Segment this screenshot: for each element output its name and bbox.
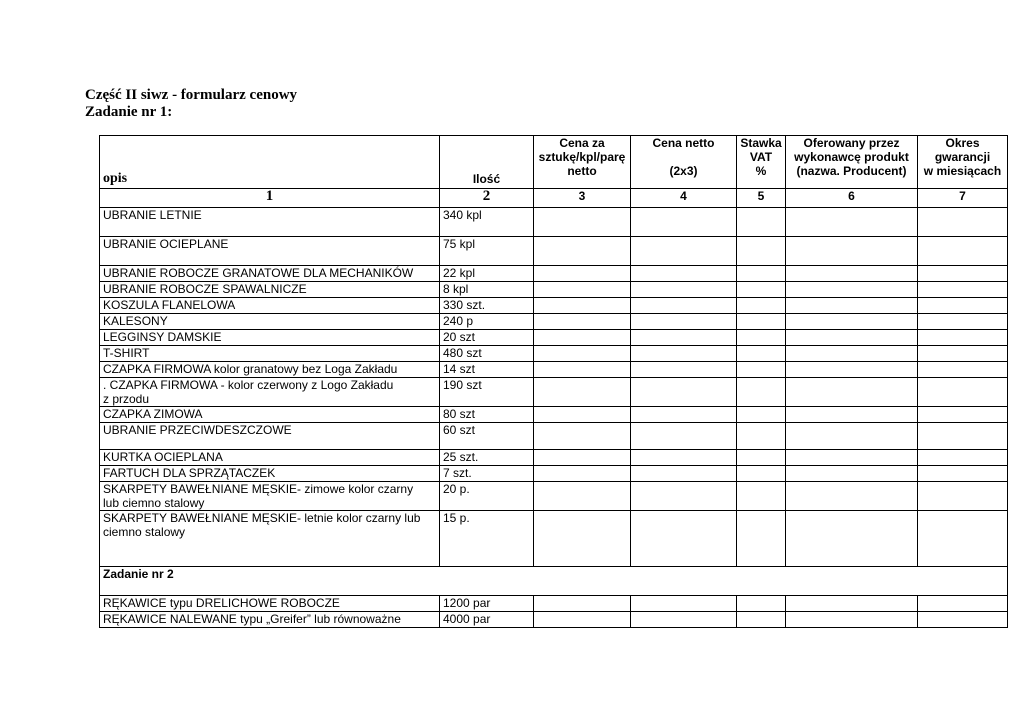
vat-cell[interactable] <box>737 362 786 378</box>
item-quantity: 480 szt <box>440 346 534 362</box>
price-cell[interactable] <box>534 298 631 314</box>
net-price-cell[interactable] <box>631 266 737 282</box>
price-cell[interactable] <box>534 466 631 482</box>
warranty-cell[interactable] <box>918 314 1008 330</box>
column-number: 2 <box>440 189 534 208</box>
item-description: KOSZULA FLANELOWA <box>100 298 440 314</box>
warranty-cell[interactable] <box>918 266 1008 282</box>
product-cell[interactable] <box>786 237 918 266</box>
table-row <box>100 266 1008 282</box>
product-cell[interactable] <box>786 511 918 567</box>
item-quantity: 240 p <box>440 314 534 330</box>
column-number-row <box>100 189 1008 208</box>
item-quantity: 25 szt. <box>440 450 534 466</box>
product-cell[interactable] <box>786 266 918 282</box>
table-row <box>100 612 1008 628</box>
vat-cell[interactable] <box>737 298 786 314</box>
item-quantity: 80 szt <box>440 407 534 423</box>
item-description: T-SHIRT <box>100 346 440 362</box>
warranty-cell[interactable] <box>918 482 1008 511</box>
item-description: CZAPKA FIRMOWA kolor granatowy bez Loga Zakładu <box>100 362 440 378</box>
net-price-cell[interactable] <box>631 346 737 362</box>
item-description: SKARPETY BAWEŁNIANE MĘSKIE- letnie kolor czarny lub ciemno stalowy <box>100 511 440 567</box>
task-2-label: Zadanie nr 2 <box>100 567 1008 596</box>
table-row <box>100 237 1008 266</box>
product-cell[interactable] <box>786 423 918 450</box>
item-quantity: 75 kpl <box>440 237 534 266</box>
net-price-cell[interactable] <box>631 423 737 450</box>
column-number: 5 <box>737 189 786 208</box>
item-description: CZAPKA ZIMOWA <box>100 407 440 423</box>
product-cell[interactable] <box>786 482 918 511</box>
net-price-cell[interactable] <box>631 208 737 237</box>
price-cell[interactable] <box>534 423 631 450</box>
vat-cell[interactable] <box>737 450 786 466</box>
warranty-cell[interactable] <box>918 450 1008 466</box>
column-number: 7 <box>918 189 1008 208</box>
warranty-cell[interactable] <box>918 511 1008 567</box>
item-quantity: 1200 par <box>440 596 534 612</box>
header-cena-netto: Cena netto (2x3) <box>631 136 737 189</box>
product-cell[interactable] <box>786 407 918 423</box>
price-cell[interactable] <box>534 511 631 567</box>
column-number: 3 <box>534 189 631 208</box>
table-row <box>100 466 1008 482</box>
item-quantity: 7 szt. <box>440 466 534 482</box>
header-ilosc: Ilość <box>440 136 534 189</box>
item-quantity: 4000 par <box>440 612 534 628</box>
item-description: SKARPETY BAWEŁNIANE MĘSKIE- zimowe kolor czarny lub ciemno stalowy <box>100 482 440 511</box>
net-price-cell[interactable] <box>631 466 737 482</box>
table-row <box>100 511 1008 567</box>
item-quantity: 15 p. <box>440 511 534 567</box>
vat-cell[interactable] <box>737 407 786 423</box>
vat-cell[interactable] <box>737 466 786 482</box>
vat-cell[interactable] <box>737 346 786 362</box>
item-quantity: 60 szt <box>440 423 534 450</box>
item-quantity: 22 kpl <box>440 266 534 282</box>
table-row <box>100 362 1008 378</box>
item-quantity: 14 szt <box>440 362 534 378</box>
table-row <box>100 482 1008 511</box>
table-row <box>100 423 1008 450</box>
warranty-cell[interactable] <box>918 346 1008 362</box>
product-cell[interactable] <box>786 596 918 612</box>
net-price-cell[interactable] <box>631 511 737 567</box>
column-number: 6 <box>786 189 918 208</box>
item-quantity: 8 kpl <box>440 282 534 298</box>
vat-cell[interactable] <box>737 330 786 346</box>
warranty-cell[interactable] <box>918 423 1008 450</box>
warranty-cell[interactable] <box>918 362 1008 378</box>
task-title: Zadanie nr 1: <box>85 104 173 120</box>
warranty-cell[interactable] <box>918 208 1008 237</box>
item-description: LEGGINSY DAMSKIE <box>100 330 440 346</box>
product-cell[interactable] <box>786 298 918 314</box>
table-row <box>100 282 1008 298</box>
net-price-cell[interactable] <box>631 596 737 612</box>
warranty-cell[interactable] <box>918 282 1008 298</box>
form-title: Część II siwz - formularz cenowy <box>85 87 298 103</box>
net-price-cell[interactable] <box>631 330 737 346</box>
header-row <box>100 136 1008 189</box>
vat-cell[interactable] <box>737 282 786 298</box>
item-description: RĘKAWICE NALEWANE typu „Greifer” lub równoważne <box>100 612 440 628</box>
product-cell[interactable] <box>786 282 918 298</box>
net-price-cell[interactable] <box>631 378 737 407</box>
table-row <box>100 330 1008 346</box>
product-cell[interactable] <box>786 466 918 482</box>
product-cell[interactable] <box>786 450 918 466</box>
item-description: UBRANIE ROBOCZE SPAWALNICZE <box>100 282 440 298</box>
price-cell[interactable] <box>534 208 631 237</box>
header-cena-za: Cena za sztukę/kpl/parę netto <box>534 136 631 189</box>
vat-cell[interactable] <box>737 266 786 282</box>
item-quantity: 340 kpl <box>440 208 534 237</box>
warranty-cell[interactable] <box>918 596 1008 612</box>
price-cell[interactable] <box>534 596 631 612</box>
product-cell[interactable] <box>786 346 918 362</box>
net-price-cell[interactable] <box>631 362 737 378</box>
vat-cell[interactable] <box>737 208 786 237</box>
warranty-cell[interactable] <box>918 298 1008 314</box>
table-row <box>100 596 1008 612</box>
product-cell[interactable] <box>786 330 918 346</box>
price-cell[interactable] <box>534 482 631 511</box>
product-cell[interactable] <box>786 362 918 378</box>
item-description: KURTKA OCIEPLANA <box>100 450 440 466</box>
item-quantity: 190 szt <box>440 378 534 407</box>
net-price-cell[interactable] <box>631 612 737 628</box>
net-price-cell[interactable] <box>631 450 737 466</box>
table-row <box>100 298 1008 314</box>
task-2-header-row <box>100 567 1008 596</box>
price-cell[interactable] <box>534 282 631 298</box>
item-description: UBRANIE ROBOCZE GRANATOWE DLA MECHANIKÓW <box>100 266 440 282</box>
column-number: 1 <box>100 189 440 208</box>
vat-cell[interactable] <box>737 482 786 511</box>
item-quantity: 20 szt <box>440 330 534 346</box>
vat-cell[interactable] <box>737 423 786 450</box>
net-price-cell[interactable] <box>631 282 737 298</box>
price-cell[interactable] <box>534 378 631 407</box>
net-price-cell[interactable] <box>631 407 737 423</box>
net-price-cell[interactable] <box>631 482 737 511</box>
item-quantity: 20 p. <box>440 482 534 511</box>
price-cell[interactable] <box>534 362 631 378</box>
warranty-cell[interactable] <box>918 612 1008 628</box>
document-heading <box>85 87 297 121</box>
table-row <box>100 346 1008 362</box>
price-cell[interactable] <box>534 314 631 330</box>
price-cell[interactable] <box>534 407 631 423</box>
header-stawka-vat: Stawka VAT % <box>737 136 786 189</box>
header-oferowany-produkt: Oferowany przez wykonawcę produkt (nazwa. Producent) <box>786 136 918 189</box>
header-okres-gwarancji: Okres gwarancji w miesiącach <box>918 136 1008 189</box>
vat-cell[interactable] <box>737 596 786 612</box>
warranty-cell[interactable] <box>918 330 1008 346</box>
item-description: . CZAPKA FIRMOWA - kolor czerwony z Logo Zakładu z przodu <box>100 378 440 407</box>
header-opis: opis <box>100 136 440 189</box>
vat-cell[interactable] <box>737 612 786 628</box>
vat-cell[interactable] <box>737 237 786 266</box>
warranty-cell[interactable] <box>918 466 1008 482</box>
column-number: 4 <box>631 189 737 208</box>
item-description: RĘKAWICE typu DRELICHOWE ROBOCZE <box>100 596 440 612</box>
warranty-cell[interactable] <box>918 378 1008 407</box>
vat-cell[interactable] <box>737 378 786 407</box>
warranty-cell[interactable] <box>918 237 1008 266</box>
net-price-cell[interactable] <box>631 314 737 330</box>
vat-cell[interactable] <box>737 314 786 330</box>
price-cell[interactable] <box>534 237 631 266</box>
price-cell[interactable] <box>534 450 631 466</box>
product-cell[interactable] <box>786 314 918 330</box>
table-row <box>100 208 1008 237</box>
price-cell[interactable] <box>534 346 631 362</box>
net-price-cell[interactable] <box>631 298 737 314</box>
table-row <box>100 450 1008 466</box>
table-row <box>100 407 1008 423</box>
item-description: UBRANIE PRZECIWDESZCZOWE <box>100 423 440 450</box>
product-cell[interactable] <box>786 378 918 407</box>
price-cell[interactable] <box>534 612 631 628</box>
vat-cell[interactable] <box>737 511 786 567</box>
product-cell[interactable] <box>786 208 918 237</box>
item-quantity: 330 szt. <box>440 298 534 314</box>
net-price-cell[interactable] <box>631 237 737 266</box>
price-cell[interactable] <box>534 266 631 282</box>
item-description: KALESONY <box>100 314 440 330</box>
item-description: UBRANIE LETNIE <box>100 208 440 237</box>
table-row <box>100 378 1008 407</box>
table-row <box>100 314 1008 330</box>
product-cell[interactable] <box>786 612 918 628</box>
price-cell[interactable] <box>534 330 631 346</box>
item-description: UBRANIE OCIEPLANE <box>100 237 440 266</box>
price-form-table <box>99 135 1008 628</box>
item-description: FARTUCH DLA SPRZĄTACZEK <box>100 466 440 482</box>
warranty-cell[interactable] <box>918 407 1008 423</box>
